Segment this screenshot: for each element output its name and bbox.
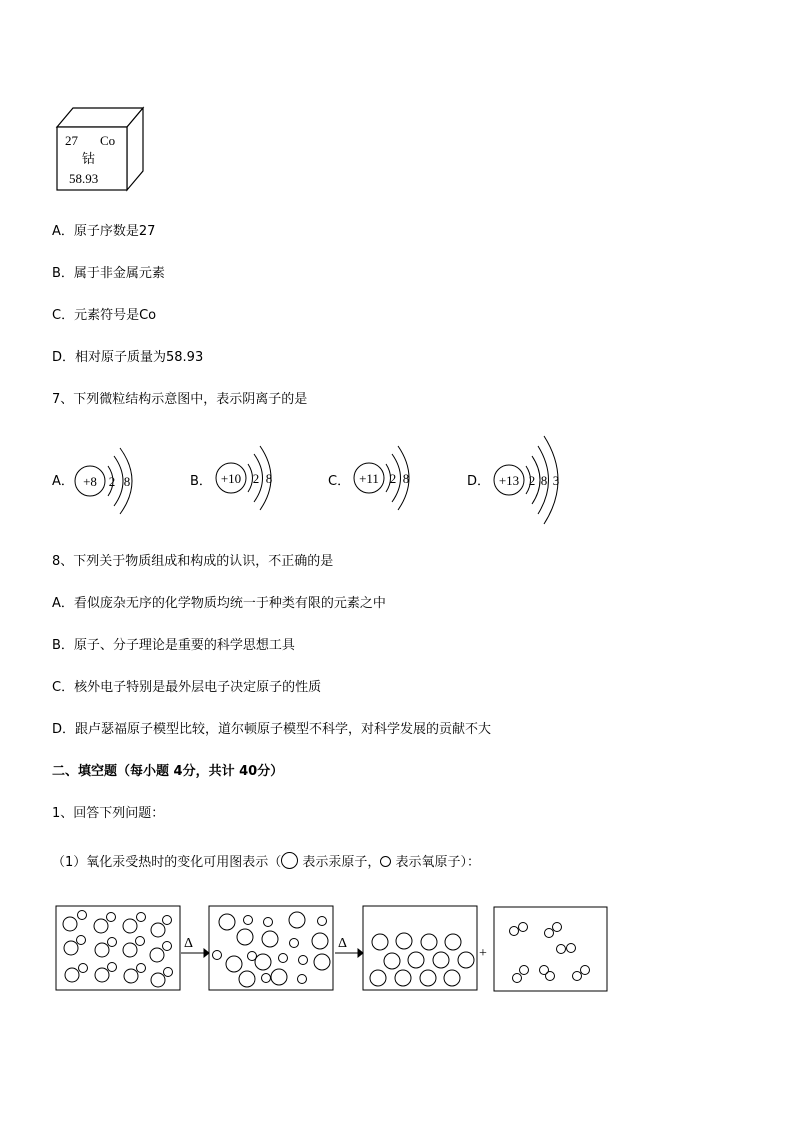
heat-symbol-2: Δ: [338, 936, 348, 951]
q7-option-c-letter: C．: [328, 474, 351, 489]
svg-text:+8: +8: [83, 474, 97, 489]
q8-option-a: A．看似庞杂无序的化学物质均统一于种类有限的元素之中: [52, 596, 386, 611]
element-name: 钴: [82, 152, 96, 167]
heat-symbol-1: Δ: [184, 936, 194, 951]
q7-option-d-letter: D．: [467, 474, 491, 489]
svg-text:2: 2: [528, 473, 536, 488]
q6-option-c: C．元素符号是Co: [52, 308, 157, 323]
svg-text:2: 2: [252, 471, 260, 486]
q1-sub-mid: 表示汞原子，: [298, 855, 381, 870]
atomic-mass: 58.93: [69, 171, 99, 186]
svg-text:8: 8: [123, 474, 131, 489]
q7-option-a-letter: A．: [52, 474, 74, 489]
svg-text:8: 8: [540, 473, 548, 488]
svg-text:8: 8: [402, 471, 410, 486]
q6-option-a: A．原子序数是27: [52, 224, 156, 239]
svg-text:+10: +10: [220, 471, 242, 486]
q6-option-b: B．属于非金属元素: [52, 266, 165, 281]
q8-option-c: C．核外电子特别是最外层电子决定原子的性质: [52, 680, 322, 695]
q6-option-d: D．相对原子质量为58.93: [52, 350, 204, 365]
q7-stem: 7、下列微粒结构示意图中，表示阴离子的是: [52, 392, 308, 407]
plus-sign: +: [479, 946, 487, 961]
q8-stem: 8、下列关于物质组成和构成的认识，不正确的是: [52, 554, 334, 569]
q1-sub-prefix: （1）氧化汞受热时的变化可用图表示（: [52, 855, 282, 870]
svg-text:8: 8: [265, 471, 273, 486]
svg-text:3: 3: [552, 473, 560, 488]
q8-option-b: B．原子、分子理论是重要的科学思想工具: [52, 638, 295, 653]
element-symbol: Co: [100, 133, 116, 148]
svg-text:+13: +13: [498, 473, 520, 488]
svg-text:2: 2: [108, 474, 116, 489]
q1-sub-suffix: 表示氧原子）：: [391, 855, 481, 870]
section-heading: 二、填空题（每小题 4分，共计 40分）: [52, 764, 284, 779]
svg-text:+11: +11: [359, 471, 379, 486]
q1-stem: 1、回答下列问题：: [52, 806, 165, 821]
svg-text:2: 2: [389, 471, 397, 486]
box-oxygen: [494, 907, 607, 991]
atomic-number: 27: [65, 133, 78, 148]
q8-option-d: D．跟卢瑟福原子模型比较，道尔顿原子模型不科学，对科学发展的贡献不大: [52, 722, 492, 737]
q7-option-b-letter: B．: [190, 474, 212, 489]
